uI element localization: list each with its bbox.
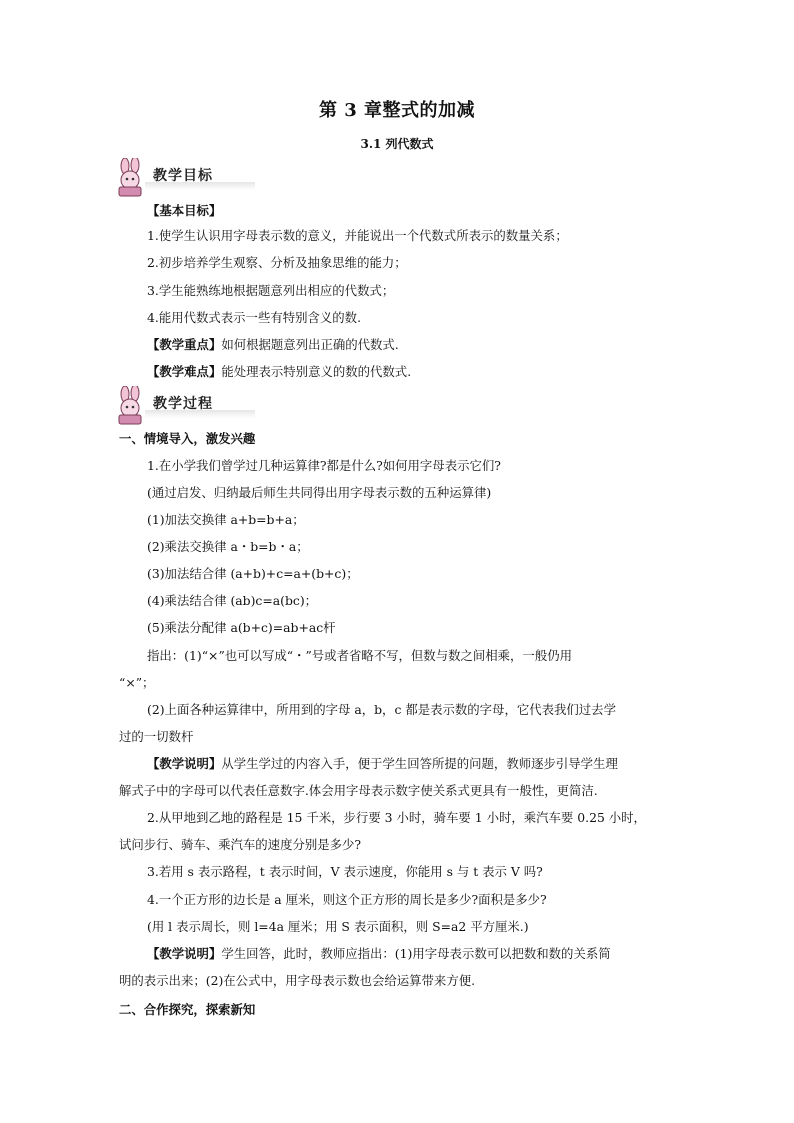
question-2a: 2.从甲地到乙地的路程是 15 千米，步行要 3 小时，骑车要 1 小时，乘汽车要 0.25 小时， — [147, 810, 646, 825]
teaching-note-2b: 明的表示出来；(2)在公式中，用字母表示数也会给运算带来方便. — [119, 973, 476, 988]
difficulty-line — [147, 364, 411, 380]
key-point-label: 【教学重点】 — [147, 337, 222, 352]
question-4: 4.一个正方形的边长是 a 厘米，则这个正方形的周长是多少?面积是多少? — [147, 892, 547, 907]
goal-item: 1.使学生认识用字母表示数的意义，并能说出一个代数式所表示的数量关系； — [147, 228, 568, 243]
law-item: (5)乘法分配律 a(b+c)=ab+ac杆 — [147, 620, 336, 635]
difficulty-text: 能处理表示特别意义的数的代数式. — [221, 364, 412, 379]
part2-title: 二、合作探究，探索新知 — [119, 1002, 256, 1017]
question-1: 1.在小学我们曾学过几种运算律?都是什么?如何用字母表示它们? — [147, 458, 501, 473]
basic-goal-label: 【基本目标】 — [147, 203, 222, 218]
note-label: 【教学说明】 — [147, 756, 222, 771]
teaching-note-1b: 解式子中的字母可以代表任意数字.体会用字母表示数字使关系式更具有一般性，更简洁. — [119, 783, 598, 798]
note-text: 从学生学过的内容入手，便于学生回答所提的问题，教师逐步引导学生理 — [221, 756, 618, 771]
banner-label: 教学目标 — [153, 168, 213, 184]
point-out-1a: 指出：(1)“×”也可以写成“・”号或者省略不写，但数与数之间相乘，一般仍用 — [147, 648, 572, 663]
banner-label: 教学过程 — [153, 396, 213, 412]
difficulty-label: 【教学难点】 — [147, 364, 222, 379]
teaching-goals-banner — [113, 158, 258, 198]
goal-item: 2.初步培养学生观察、分析及抽象思维的能力； — [147, 255, 407, 270]
key-point-text: 如何根据题意列出正确的代数式. — [221, 337, 399, 352]
goal-item: 4.能用代数式表示一些有特别含义的数. — [147, 310, 362, 325]
key-point-line — [147, 337, 399, 353]
question-4-note: (用 l 表示周长，则 l=4a 厘米；用 S 表示面积，则 S=a2 平方厘米.) — [147, 919, 529, 934]
note-text: 学生回答，此时，教师应指出：(1)用字母表示数可以把数和数的关系简 — [221, 946, 611, 961]
page-title: 第 3 章整式的加减 — [318, 100, 476, 121]
note-label: 【教学说明】 — [147, 946, 222, 961]
goal-item: 3.学生能熟练地根据题意列出相应的代数式； — [147, 283, 395, 298]
question-2b: 试问步行、骑车、乘汽车的速度分别是多少? — [119, 837, 362, 852]
section-subtitle: 3.1 列代数式 — [360, 137, 434, 151]
teaching-process-banner — [113, 386, 258, 426]
question-3: 3.若用 s 表示路程，t 表示时间，V 表示速度，你能用 s 与 t 表示 V 吗? — [147, 864, 543, 879]
law-item: (4)乘法结合律 (ab)c=a(bc)； — [147, 593, 318, 608]
question-1-note: (通过启发、归纳最后师生共同得出用字母表示数的五种运算律) — [147, 485, 492, 500]
bunny-mascot-icon — [113, 386, 149, 426]
point-out-2b: 过的一切数杆 — [119, 729, 194, 744]
law-item: (2)乘法交换律 a・b=b・a； — [147, 539, 309, 554]
point-out-1b: “×”； — [119, 675, 155, 690]
teaching-note-2a — [147, 946, 611, 962]
law-item: (1)加法交换律 a+b=b+a； — [147, 512, 305, 527]
point-out-2a: (2)上面各种运算律中，所用到的字母 a，b，c 都是表示数的字母，它代表我们过去学 — [147, 702, 616, 717]
part1-title: 一、情境导入，激发兴趣 — [119, 431, 256, 446]
law-item: (3)加法结合律 (a+b)+c=a+(b+c)； — [147, 566, 359, 581]
bunny-mascot-icon — [113, 158, 149, 198]
teaching-note-1a — [147, 756, 618, 772]
